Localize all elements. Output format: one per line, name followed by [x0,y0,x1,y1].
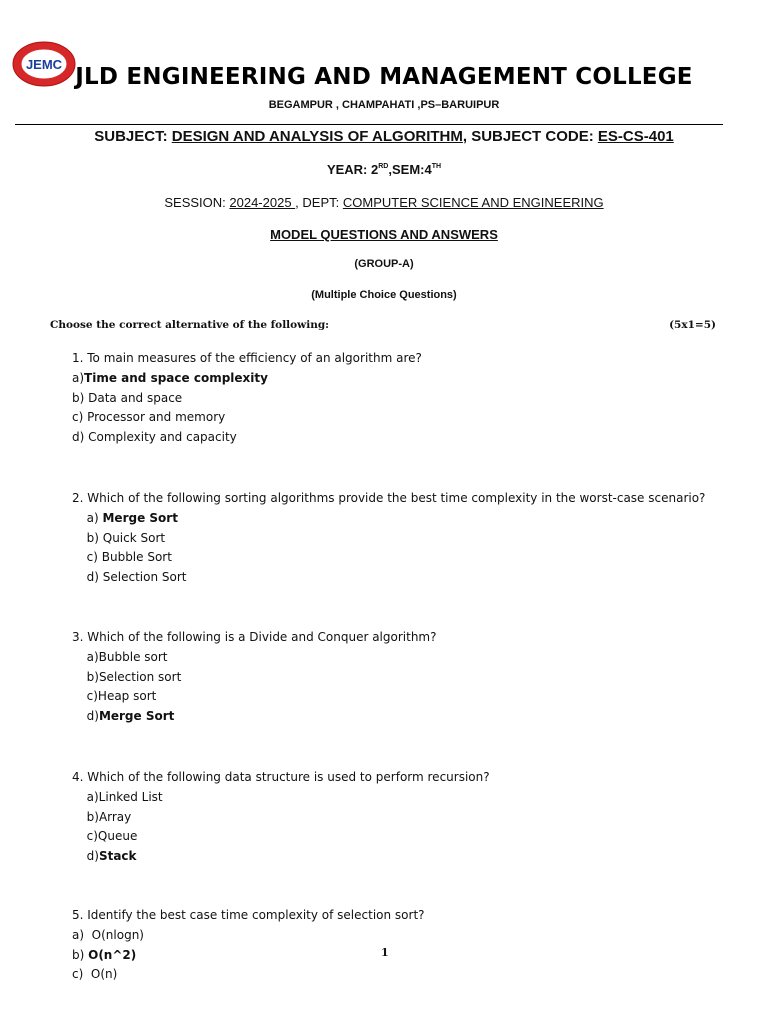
page-number: 1 [381,946,389,959]
option [72,568,705,588]
option [72,847,490,867]
question-block [72,349,422,448]
option-prefix: d) [72,430,89,445]
option [72,788,490,808]
year-sup: RD [378,163,389,170]
option-text-correct: Time and space complexity [84,370,268,385]
document-title: MODEL QUESTIONS AND ANSWERS [270,227,498,242]
question-text: 5. Identify the best case time complexity of selection sort? [72,908,425,922]
option-text-correct: Merge Sort [102,510,178,525]
subject-name: DESIGN AND ANALYSIS OF ALGORITHM [171,128,463,145]
option-text: Processor and memory [87,410,226,425]
option [72,707,436,727]
question-block [72,906,425,985]
option-prefix: b) [79,530,103,545]
option [72,648,436,668]
year-prefix: YEAR: 2 [326,162,379,177]
option [72,808,490,828]
option-prefix: a) [79,510,103,525]
option-prefix: d) [79,849,99,864]
option [72,529,705,549]
option [72,687,436,707]
option-prefix: b) [72,947,89,962]
option-text-correct: Merge Sort [98,709,175,724]
option [72,408,422,428]
option [72,668,436,688]
option-text: Queue [97,829,138,844]
option-prefix: a) [72,370,85,385]
question-block [72,628,436,727]
instruction-text: Choose the correct alternative of the following: [50,319,330,331]
option [72,946,425,966]
dept-label: , DEPT: [295,195,343,210]
option-prefix: b) [72,390,89,405]
option [72,369,422,389]
option-text: Selection sort [98,669,182,684]
option-prefix: b) [79,809,99,824]
option [72,926,425,946]
option [72,548,705,568]
subject-label: SUBJECT: [94,128,172,145]
option-text: Heap sort [97,689,157,704]
option-text: Bubble sort [98,649,168,664]
option-prefix: c) [79,689,98,704]
option-prefix: a) [72,927,92,942]
year-sem-line [0,162,768,177]
option-text: Data and space [88,390,183,405]
option-prefix: b) [79,669,99,684]
header-divider [15,124,723,125]
question-text: 1. To main measures of the efficiency of an algorithm are? [72,351,422,365]
group-label: (GROUP-A) [354,258,414,270]
sem-text: ,SEM:4 [388,162,432,177]
option [72,509,705,529]
option-text: Linked List [98,789,163,804]
option-text: Array [98,809,132,824]
option-prefix: d) [79,570,103,585]
option-prefix: a) [79,649,99,664]
option [72,428,422,448]
college-name: JLD ENGINEERING AND MANAGEMENT COLLEGE [75,64,693,90]
option-text: Complexity and capacity [88,430,237,445]
option-text: O(n) [90,967,118,982]
option [72,965,425,985]
question-text: 3. Which of the following is a Divide and Conquer algorithm? [72,630,437,644]
section-type: (Multiple Choice Questions) [311,289,457,301]
option-prefix: c) [72,410,88,425]
option-text: Bubble Sort [101,550,172,565]
subject-line [0,128,768,145]
question-block [72,768,490,867]
option [72,827,490,847]
college-address: BEGAMPUR , CHAMPAHATI ,PS–BARUIPUR [268,99,500,111]
option-text-correct: O(n^2) [88,947,137,962]
option-text: O(nlogn) [91,927,144,942]
session-value: 2024-2025 [229,195,296,210]
option-prefix: c) [72,967,91,982]
sem-sup: TH [431,163,442,170]
option-prefix: a) [79,789,99,804]
session-label: SESSION: [164,195,230,210]
option-text: Quick Sort [102,530,166,545]
subject-code-label: , SUBJECT CODE: [462,128,598,145]
question-text: 4. Which of the following data structure is used to perform recursion? [72,770,490,784]
option-prefix: d) [79,709,99,724]
question-text: 2. Which of the following sorting algorithms provide the best time complexity in the worst-case scenario? [72,491,706,505]
option [72,389,422,409]
option-text-correct: Stack [98,849,137,864]
question-block [72,489,705,588]
dept-value: COMPUTER SCIENCE AND ENGINEERING [342,195,604,210]
option-prefix: c) [79,829,98,844]
option-text: Selection Sort [102,570,187,585]
subject-code: ES-CS-401 [597,128,674,145]
marks-allocation: (5x1=5) [669,319,716,331]
session-line [0,195,768,210]
logo-text: JEMC [25,57,63,72]
option-prefix: c) [79,550,102,565]
